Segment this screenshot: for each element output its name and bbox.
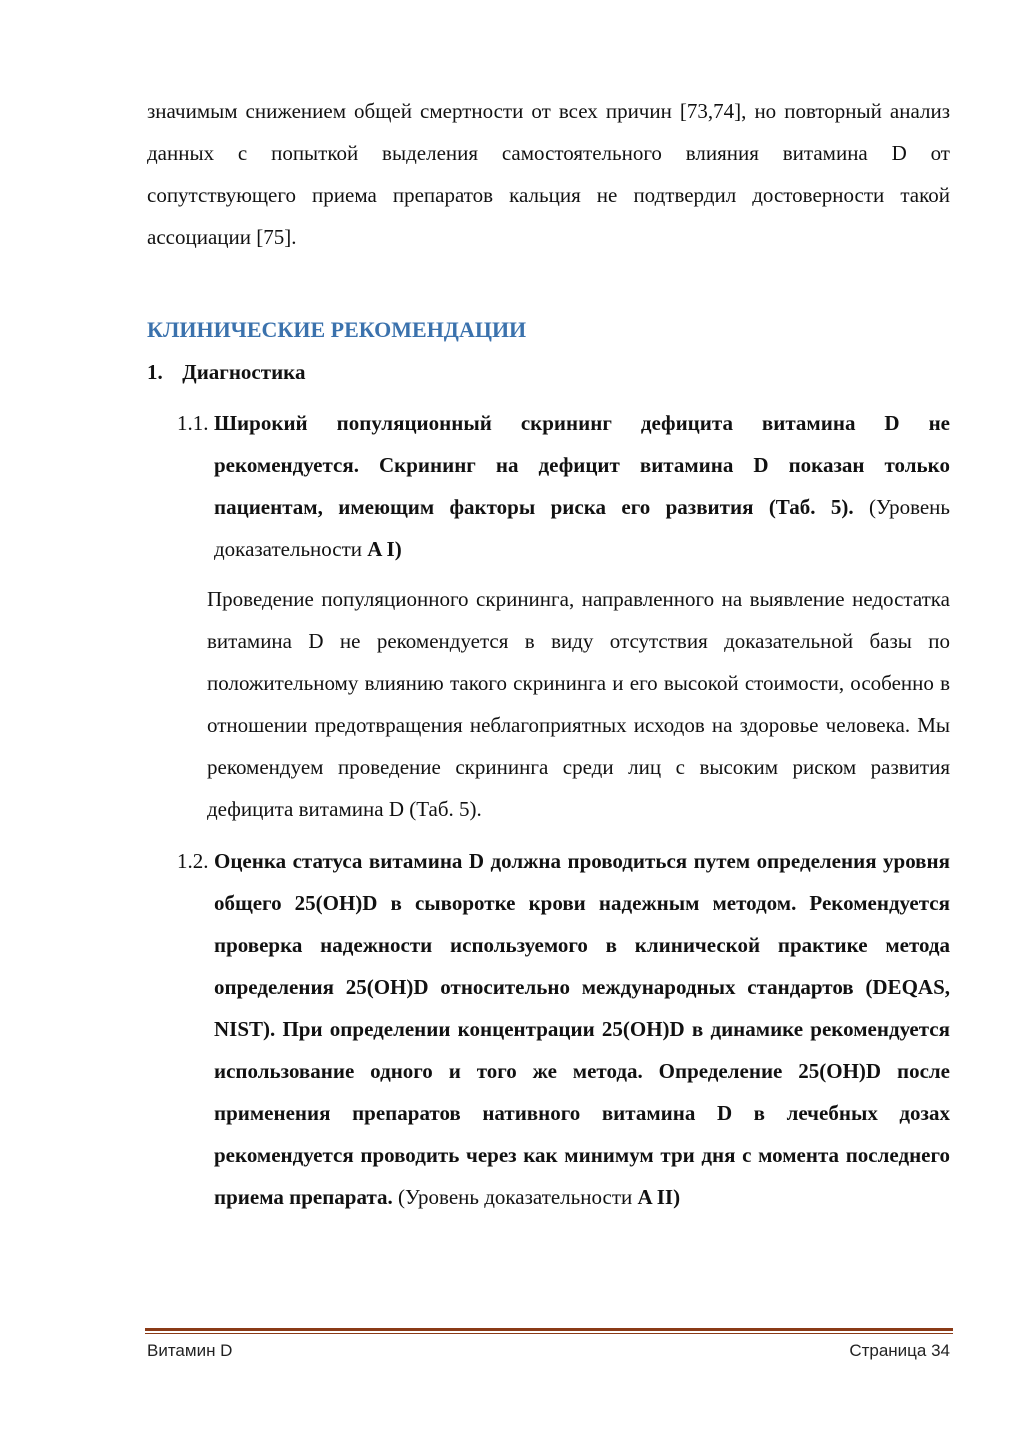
page-number: Страница 34 [849, 1341, 950, 1360]
recommendation-number: 1.1. [177, 411, 209, 435]
footer-rule-thin [145, 1333, 953, 1334]
evidence-level: A II [637, 1185, 674, 1209]
recommendation-number: 1.2. [177, 849, 209, 873]
subsection-title-text: Диагностика [182, 360, 306, 384]
subsection-title [147, 352, 950, 392]
footer-title: Витамин D [147, 1341, 233, 1360]
page-footer [147, 1341, 950, 1361]
recommendation-bold-text: Широкий популяционный скрининг дефицита витамина D не рекомендуется. Скрининг на дефицит витамина D показан только пациентам, имеющим факторы риска его развития (Таб. 5). [214, 411, 950, 519]
evidence-prefix: (Уровень доказательности [214, 495, 950, 561]
recommendation-text [214, 402, 950, 570]
section-heading: КЛИНИЧЕСКИЕ РЕКОМЕНДАЦИИ [147, 317, 527, 342]
footer-rule [145, 1328, 953, 1331]
recommendation-bold-text: Оценка статуса витамина D должна проводиться путем определения уровня общего 25(OH)D в сыворотке крови надежным методом. Рекомендуется проверка надежности используемого в клинической практике метода определения 25(OH)D относительно международных стандартов (DEQAS, NIST). При определении концентрации 25(OH)D в динамике рекомендуется использование одного и того же метода. Определение 25(OH)D после применения препаратов нативного витамина D в лечебных дозах рекомендуется проводить через как минимум три дня с момента последнего приема препарата. [214, 849, 950, 1209]
evidence-suffix: ) [673, 1185, 681, 1209]
page-content [147, 90, 950, 1218]
intro-paragraph: значимым снижением общей смертности от всех причин [73,74], но повторный анализ данных с попыткой выделения самостоятельного влияния витамина D от сопутствующего приема препаратов кальция не подтвердил достоверности такой ассоциации [75]. [147, 99, 950, 249]
recommendation-explanation: Проведение популяционного скрининга, направленного на выявление недостатка витамина D не рекомендуется в виду отсутствия доказательной базы по положительному влиянию такого скрининга и его высокой стоимости, особенно в отношении предотвращения неблагоприятных исходов на здоровье человека. Мы рекомендуем проведение скрининга среди лиц с высоким риском развития дефицита витамина D (Таб. 5). [207, 587, 950, 821]
recommendation-1-1 [147, 402, 950, 570]
evidence-prefix: (Уровень доказательности [392, 1185, 638, 1209]
recommendation-text [214, 840, 950, 1218]
recommendation-1-2 [147, 840, 950, 1218]
evidence-level: A I [367, 537, 395, 561]
evidence-suffix: ) [394, 537, 402, 561]
subsection-number: 1. [147, 360, 163, 384]
